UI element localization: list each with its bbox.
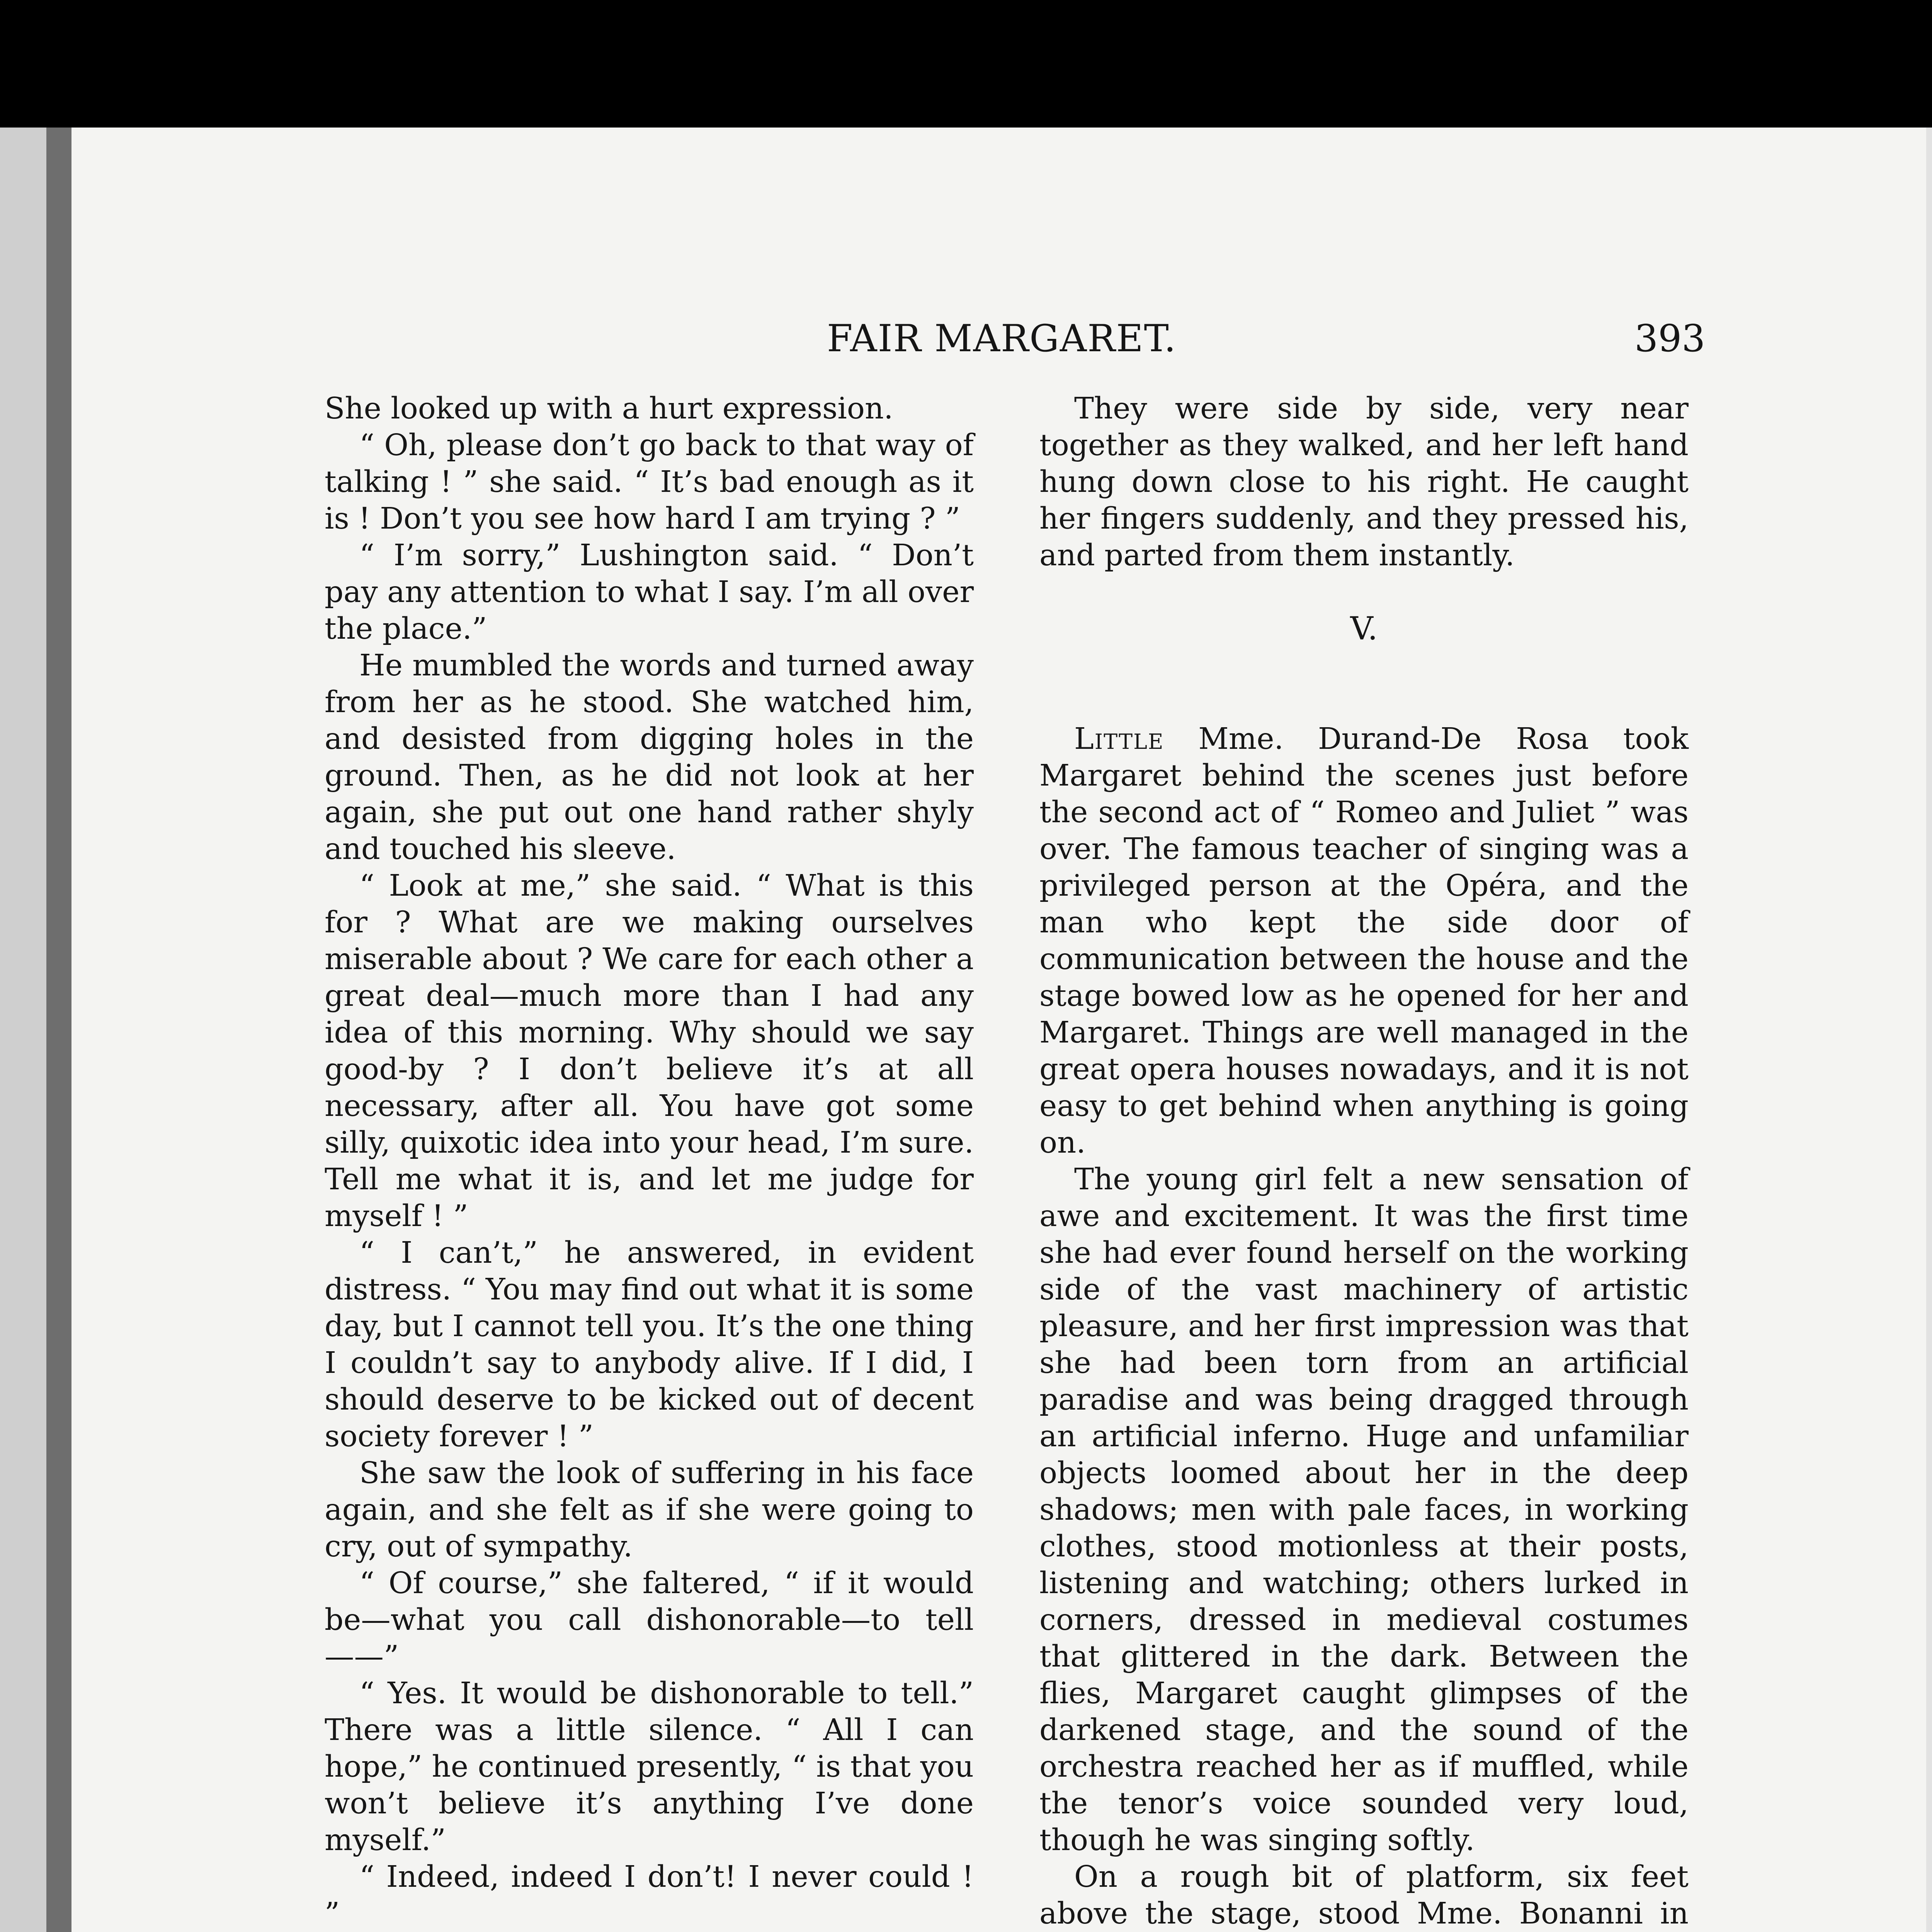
paragraph: “ Look at me,” she said. “ What is this for ? What are we making ourselves miserable about ? We care for each other a great deal—much more than I had any idea of this morning. Why should we say good-by ? I don’t believe it’s at all necessary, after all. You have got some silly, quixotic idea into your head, I’m sure. Tell me what it is, and let me judge for myself ! ” <box>325 869 974 1233</box>
paragraph: They were side by side, very near together as they walked, and her left hand hung down close to his right. He caught her fingers suddenly, and they pressed his, and parted from them instantly. <box>1039 391 1689 573</box>
running-title: FAIR MARGARET. <box>827 317 1177 360</box>
opening-paragraph-text: Mme. Durand-De Rosa took Margaret behind the scenes just before the second act of “ Romeo and Juliet ” was over. The famous teacher of singing was a privileged person at the Opéra, and the man who kept the side door of communication between the house and the stage bowed low as he opened for her and Margaret. Things are well managed in the great opera houses nowadays, and it is not easy to get behind when anything is going on. <box>1039 722 1689 1160</box>
paragraph: “ I’m sorry,” Lushington said. “ Don’t pay any attention to what I say. I’m all over the place.” <box>325 538 974 646</box>
paragraph: “ Oh, please don’t go back to that way of talking ! ” she said. “ It’s bad enough as it is ! Don’t you see how hard I am trying ? ” <box>325 428 974 536</box>
left-text-column <box>325 390 974 1932</box>
paragraph: On a rough bit of platform, six feet above the stage, stood Mme. Bonanni in <box>1039 1860 1689 1931</box>
paragraph: The young girl felt a new sensation of awe and excitement. It was the first time she had ever found herself on the working side of the vast machinery of artistic pleasure, and her first impression was that she had been torn from an artificial paradise and was being dragged through an artificial inferno. Huge and unfamiliar objects loomed about her in the deep shadows; men with pale faces, in working clothes, stood motionless at their posts, listening and watching; others lurked in corners, dressed in medieval costumes that glittered in the dark. Between the flies, Margaret caught glimpses of the darkened stage, and the sound of the orchestra reached her as if muffled, while the tenor’s voice sounded very loud, though he was singing softly. <box>1039 1162 1689 1857</box>
paragraph: “ Yes. It would be dishonorable to tell.” There was a little silence. “ All I can hope,” he continued presently, “ is that you won’t believe it’s anything I’ve done myself.” <box>325 1676 974 1857</box>
paragraph: “ Indeed, indeed I don’t! I never could ! ” <box>325 1860 974 1931</box>
paragraph: “ I can’t,” he answered, in evident distress. “ You may find out what it is some day, but I cannot tell you. It’s the one thing I couldn’t say to anybody alive. If I did, I should deserve to be kicked out of decent society forever ! ” <box>325 1236 974 1454</box>
small-caps-opening-word: Little <box>1074 722 1164 756</box>
section-heading: V. <box>1350 611 1378 647</box>
section-opening-paragraph <box>1039 721 1689 1161</box>
paragraph: “ Of course,” she faltered, “ if it would be—what you call dishonorable—to tell——” <box>325 1566 974 1674</box>
paragraph: She looked up with a hurt expression. <box>325 391 893 426</box>
page-number: 393 <box>1634 317 1706 360</box>
right-text-column <box>1039 390 1689 1932</box>
page-fore-edge <box>1926 128 1932 1932</box>
paragraph: She saw the look of suffering in his face again, and she felt as if she were going to cry, out of sympathy. <box>325 1456 974 1564</box>
paragraph: He mumbled the words and turned away from her as he stood. She watched him, and desisted from digging holes in the ground. Then, as he did not look at her again, she put out one hand rather shyly and touched his sleeve. <box>325 648 974 866</box>
